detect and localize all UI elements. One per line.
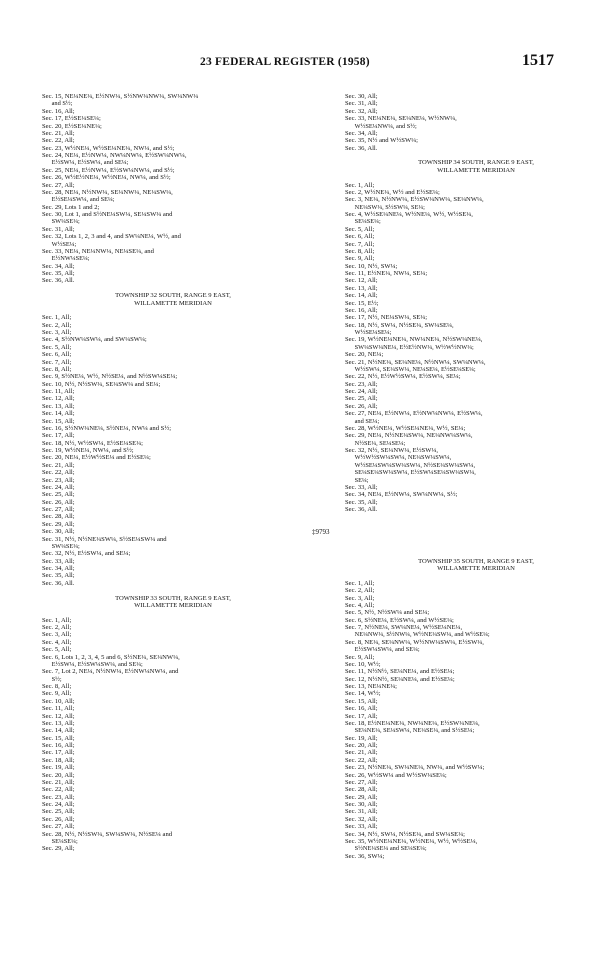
section-line: Sec. 22, All; [42,786,75,794]
township-heading: WILLAMETTE MERIDIAN [134,601,212,609]
section-line: Sec. 33, All; [345,483,378,491]
section-line: Sec. 23, All; [42,793,75,801]
spacer [345,536,607,543]
section-line: Sec. 4, S½NW¼SW¼, and SW¼SW¼; [42,336,147,344]
spacer [345,543,607,550]
section-line: Sec. 32, N½, E½SW¼, and SE¼; [42,550,131,558]
section-line: Sec. 30, All; [42,528,75,536]
section-line: Sec. 3, All; [345,594,375,602]
section-line: Sec. 30, All; [345,801,378,808]
section-line: Sec. 20, NE¼; [345,351,384,359]
section-line: Sec. 35, W½NE¼NE¼, W½NE¼, W½, W½SE¼, [345,837,478,845]
section-line: Sec. 1, All; [345,579,375,587]
section-line: Sec. 31, N½, N½NE¼SW¼, S½SE¼SW¼ and [42,535,167,543]
margin-note: ‡9793 [312,528,330,536]
section-line: E½NW¼SE¼; [51,255,90,263]
section-line: Sec. 20, All; [345,742,378,749]
section-line: Sec. 14, All; [42,727,75,735]
section-line: SE¼SE¼; [51,837,78,845]
section-line: Sec. 28, All; [345,786,378,794]
section-line: Sec. 28, N½, N½SW¼, SW¼SW¼, N½SE¼ and [42,830,173,838]
section-line: Sec. 14, W½; [345,690,381,698]
section-line: Sec. 10, W½; [345,660,381,668]
section-line: E½SE¼SW¼, and SE¼; [51,196,115,204]
section-line: SE¼NE¼, SE¼SW¼, NE¼SE¼, and S½SE¼; [354,727,475,735]
section-line: Sec. 18, N½, SW¼, N½SE¼, SW¼SE¼, [345,321,454,329]
section-line: Sec. 16, S½NW¼NE¼, S½NE¼, NW¼ and S½; [42,424,172,432]
section-line: Sec. 1, All; [345,181,375,189]
section-line: Sec. 36, All. [345,506,378,513]
section-line: Sec. 29, All; [42,520,75,528]
township-heading: WILLAMETTE MERIDIAN [134,299,212,307]
section-line: Sec. 27, All; [42,823,75,831]
section-line: Sec. 8, All; [42,365,72,373]
section-line: Sec. 21, All; [42,778,75,786]
section-line: SE¼SE¼; [354,218,381,226]
section-line: Sec. 34, All; [42,565,75,572]
section-line: Sec. 16, All; [345,705,378,713]
section-line: Sec. 5, All; [42,646,72,654]
section-line: Sec. 11, N½N½, SE¼NE¼, and E½SE¼; [345,668,455,676]
section-line: Sec. 26, W½SW¼ and W½SW¼SE¼; [345,771,447,779]
section-line: Sec. 21, N½NE¼, SE¼NE¼, N½NW¼, SW¼NW¼, [345,358,486,366]
section-line: Sec. 27, All; [42,506,75,513]
section-line: Sec. 2, All; [42,321,72,329]
section-line: Sec. 9, S½NE¼, W½, N½SE¼, and N½SW¼SE¼; [42,373,178,381]
spacer [345,513,607,520]
spacer [345,521,607,528]
section-line: Sec. 22, All; [345,756,378,764]
section-line: E½SW¼, E½SW¼, and SE¼; [51,159,129,167]
section-line: E½SW¼, E½SW¼SW¼, and SE¼; [51,660,143,668]
section-line: Sec. 2, W½NE¼, W½ and E½SE¼; [345,188,440,196]
section-line: SW¼SW¼NE¼, E½E½NW¼, W½W½NW¼; [354,343,474,351]
section-line: E½SW¼SW¼, and SE¼; [354,646,420,654]
section-line: Sec. 36, All. [42,579,75,587]
section-line: W½SE¼SW¼SW¼SW¼, N½SE¼SW¼SW¼, [354,461,476,469]
section-line: Sec. 19, W½NE¼NE¼, NW¼NE¼, N½SW¼NE¼, [345,336,483,344]
section-line: Sec. 15, All; [345,697,378,705]
section-line: Sec. 12, All; [42,712,75,720]
section-line: Sec. 32, Lots 1, 2, 3 and 4, and SW¼NE¼, W½, and [42,233,181,241]
section-line: Sec. 3, All; [42,631,72,639]
section-line: Sec. 28, All; [42,513,75,521]
section-line: Sec. 5, All; [345,225,375,233]
section-line: Sec. 33, All; [42,557,75,565]
section-line: SW¼SE¼; [51,542,80,550]
section-line: Sec. 22, All; [42,469,75,477]
spacer [42,307,304,314]
section-line: Sec. 12, N½N½, SE¼NE¼, and E½SE¼; [345,675,455,683]
section-line: Sec. 34, All; [345,129,378,137]
section-line: Sec. 20, E½SE¼NE¼; [42,122,102,130]
section-line: Sec. 6, All; [345,233,375,241]
section-line: Sec. 13, NE¼NE¼; [345,683,398,690]
section-line: Sec. 24, All; [42,801,75,808]
section-line: W½SE¼SE¼; [354,329,392,336]
section-line: N½SE¼, SE¼SE¼; [354,439,406,447]
publication-title: 23 FEDERAL REGISTER (1958) [200,56,370,68]
section-line: Sec. 30, Lot 1, and S½NE¼SW¼, SE¼SW¼ and [42,211,173,218]
section-line: Sec. 10, N½, N½SW¼, SE¼SW¼ and SE¼; [42,380,161,388]
section-line: Sec. 25, All; [345,395,378,403]
section-line: and S½; [51,100,73,108]
section-line: Sec. 26, All; [42,498,75,506]
section-line: S½; [51,675,62,683]
section-line: Sec. 17, All; [42,749,75,757]
section-line: Sec. 23, N½NE¼, SW¼NE¼, NW¼, and W½SW¼; [345,764,485,772]
section-line: Sec. 20, NE¼, E½W½SE¼ and E½SE¼; [42,454,151,462]
left-column [42,93,304,853]
section-line: Sec. 14, All; [345,292,378,300]
section-line: Sec. 26, All; [42,815,75,823]
section-line: Sec. 35, All; [42,572,75,580]
section-line: Sec. 30, All; [345,93,378,100]
section-line: Sec. 27, All; [42,181,75,189]
section-line: Sec. 4, W½SE¼NE¼, W½NE¼, W½, W½SE¼, [345,211,473,218]
section-line: Sec. 26, W½E½NE¼, W½NE¼, NW¼, and S½; [42,174,171,182]
section-line: Sec. 22, All; [42,137,75,145]
section-line: Sec. 24, NE¼, E½NW¼, NW¼NW¼, E½SW¼NW¼, [42,152,187,159]
section-line: Sec. 18, N½, W½SW¼, E½SE¼SE¼; [42,439,143,447]
township-heading: TOWNSHIP 34 SOUTH, RANGE 9 EAST, [418,159,534,167]
section-line: Sec. 26, All; [345,402,378,410]
section-line: Sec. 13, All; [42,402,75,410]
section-line: Sec. 9, All; [345,653,375,661]
right-column [345,93,607,860]
spacer [345,572,607,579]
section-line: Sec. 12, All; [42,395,75,403]
section-line: Sec. 14, All; [42,410,75,418]
section-line: Sec. 15, All; [42,417,75,425]
section-line: Sec. 36, SW¼; [345,852,385,860]
section-line: Sec. 31, All; [42,225,75,233]
section-line: Sec. 29, Lots 1 and 2; [42,203,100,211]
section-line: Sec. 13, All; [42,719,75,727]
section-line: Sec. 16, All; [345,306,378,314]
section-line: Sec. 33, All; [345,823,378,831]
section-line: Sec. 19, All; [42,764,75,772]
spacer [42,609,304,616]
section-line: Sec. 6, All; [42,351,72,359]
section-line: Sec. 9, All; [345,255,375,263]
section-line: Sec. 36, All. [345,144,378,152]
section-line: Sec. 18, All; [42,756,75,764]
section-line: Sec. 15, All; [42,734,75,742]
section-line: Sec. 15, E½; [345,299,379,307]
section-line: Sec. 10, All; [42,697,75,705]
section-line: Sec. 5, N½, N½SW¼ and SE¼; [345,609,430,617]
section-line: Sec. 17, All; [345,712,378,720]
section-line: Sec. 25, NE¼, E½NW¼, E½SW¼NW¼, and S½; [42,166,175,174]
section-line: Sec. 8, All; [42,683,72,690]
section-line: Sec. 34, NE¼, E½NW¼, SW¼NW¼, S½; [345,491,458,499]
section-line: Sec. 33, NE¼NE¼, SE¼NE¼, W½NW¼, [345,115,457,123]
section-line: Sec. 19, W½NE¼, NW¼, and S½; [42,447,134,454]
section-line: Sec. 11, All; [42,705,75,713]
section-line: Sec. 3, All; [42,329,72,336]
section-line: W½W½SW¼SW¼, NE¼SW¼SW¼, [354,454,452,462]
section-line: Sec. 24, All; [345,388,378,395]
section-line: Sec. 1, All; [42,616,72,624]
township-heading: TOWNSHIP 32 SOUTH, RANGE 9 EAST, [115,292,231,300]
township-heading: TOWNSHIP 33 SOUTH, RANGE 9 EAST, [115,594,231,602]
section-line: Sec. 35, All; [42,270,75,277]
section-line: Sec. 5, All; [42,343,72,351]
page-header [0,52,616,76]
section-line: Sec. 24, All; [42,483,75,491]
section-line: Sec. 6, S½NE¼, E½SW¼, and W½SE¼; [345,616,454,624]
section-line: S½NE¼SE¼ and SE¼SE¼; [354,845,427,853]
section-line: Sec. 23, All; [345,380,378,388]
spacer [345,174,607,181]
section-line: Sec. 18, E½NE¼NE¼, NW¼NE¼, E½SW¼NE¼, [345,719,480,727]
section-line: Sec. 17, E½SE¼SE¼; [42,115,101,123]
section-line: NE¼SW¼, S½SW¼, SE¼; [354,203,425,211]
section-line: SE¼SE¼SW¼SW¼, E½SW¼SE¼SW¼SW¼, [354,469,476,477]
section-line: Sec. 35, N½ and W½SW¼; [345,137,418,145]
spacer [42,587,304,594]
section-line: Sec. 31, All; [345,808,378,816]
page-number: 1517 [522,52,554,69]
section-line: Sec. 7, Lot 2, NE¼, N½NW¼, E½NW¼NW¼, and [42,668,179,676]
section-line: Sec. 8, NE¼, SE¼NW¼, W½NW¼SW¼, E½SW¼, [345,638,484,646]
township-heading: TOWNSHIP 35 SOUTH, RANGE 9 EAST, [418,557,534,565]
section-line: and SE¼; [354,417,380,425]
section-line: Sec. 36, All. [42,277,75,285]
spacer [345,152,607,159]
section-line: Sec. 21, All; [345,749,378,757]
section-line: Sec. 25, All; [42,491,75,499]
section-line: Sec. 32, All; [345,815,378,823]
section-line: Sec. 21, All; [42,461,75,469]
section-line: Sec. 2, All; [42,624,72,631]
section-line: Sec. 11, All; [42,388,75,395]
section-line: Sec. 19, All; [345,734,378,742]
section-line: Sec. 7, N½NE¼, SW¼NE¼, W½SE¼NE¼, [345,624,463,631]
section-line: W½SE¼NW¼, and S½; [354,122,417,130]
section-line: Sec. 28, NE¼, N½NW¼, SE¼NW¼, NE¼SW¼, [42,188,173,196]
township-heading: WILLAMETTE MERIDIAN [437,565,515,572]
section-line: Sec. 29, All; [42,845,75,853]
section-line: Sec. 20, All; [42,771,75,779]
section-line: Sec. 1, All; [42,314,72,322]
section-line: Sec. 10, N½, SW¼; [345,262,398,270]
section-line: Sec. 9, All; [42,690,72,698]
section-line: Sec. 7, All; [42,358,72,366]
section-line: Sec. 34, All; [42,262,75,270]
section-line: Sec. 4, All; [42,638,72,646]
section-line: Sec. 29, All; [345,793,378,801]
section-line: Sec. 23, All; [42,476,75,484]
section-line: Sec. 15, NE¼NE¼, E½NW¼, S½NW¼NW¼, SW¼NW¼ [42,93,199,100]
section-line: Sec. 28, W½NE¼, W½SE¼NE¼, W½, SE¼; [345,424,466,432]
section-line: W½SE¼; [51,240,77,248]
section-line: Sec. 8, All; [345,247,375,255]
section-line: Sec. 29, NE¼, N½NE¼SW¼, NE¼NW¼SW¼, [345,432,473,440]
section-line: W½SW¼, SE¼SW¼, NE¼SE¼, E½SE¼SE¼; [354,365,476,373]
section-line: SE¼; [354,476,369,484]
section-line: Sec. 33, NE¼, NE¼NW¼, NE¼SE¼, and [42,247,154,255]
section-line: Sec. 17, N½, NE¼SW¼, SE¼; [345,314,428,322]
section-line: Sec. 2, All; [345,587,375,595]
section-line: Sec. 11, E½NE¼, NW¼, SE¼; [345,270,428,277]
section-line: Sec. 31, All; [345,100,378,108]
section-line: Sec. 27, NE¼, E½NW¼, E½NW¼NW¼, E½SW¼, [345,410,483,418]
section-line: Sec. 34, N½, SW¼, N½SE¼, and SW¼SE¼; [345,830,465,838]
spacer [345,550,607,557]
spacer [42,285,304,292]
section-line: Sec. 4, All; [345,601,375,609]
section-line: Sec. 16, All; [42,107,75,115]
section-line: NE¼NW¼, S½NW¼, W½NE¼SW¼, and W½SE¼; [354,631,490,639]
section-line: Sec. 3, NE¼, N½NW¼, E½SW¼NW¼, SE¼NW¼, [345,196,484,204]
section-line: Sec. 16, All; [42,742,75,749]
section-line: Sec. 17, All; [42,432,75,440]
section-line: Sec. 22, N½, E½W½SW¼, E½SW¼, SE¼; [345,373,461,381]
section-line: Sec. 32, All; [345,107,378,115]
section-line: Sec. 6, Lots 1, 2, 3, 4, 5 and 6, S½NE¼, SE¼NW¼, [42,653,180,661]
section-line: SW¼SE¼; [51,218,80,226]
section-line: Sec. 7, All; [345,240,375,248]
section-line: Sec. 13, All; [345,284,378,292]
township-heading: WILLAMETTE MERIDIAN [437,166,515,174]
spacer [345,528,607,535]
section-line: Sec. 12, All; [345,277,378,285]
section-line: Sec. 21, All; [42,129,75,137]
section-line: Sec. 23, W½NE¼, W½SE¼NE¼, NW¼, and S½; [42,144,175,152]
section-line: Sec. 27, All; [345,778,378,786]
section-line: Sec. 35, All; [345,498,378,506]
section-line: Sec. 32, N½, SE¼NW¼, E½SW¼, [345,447,439,454]
section-line: Sec. 25, All; [42,808,75,816]
